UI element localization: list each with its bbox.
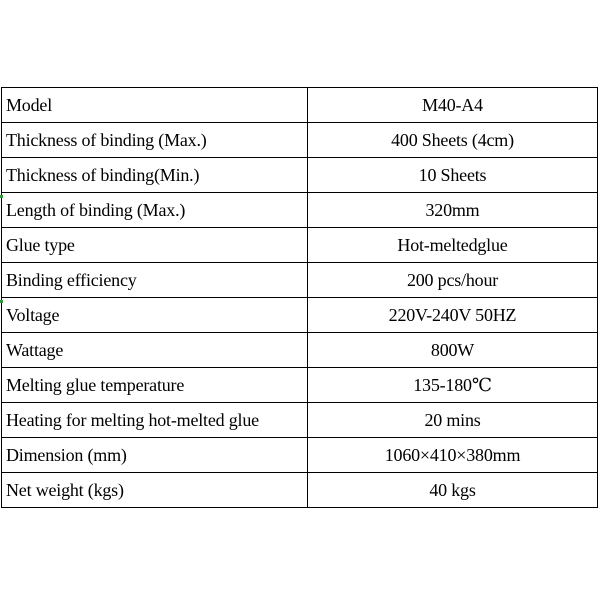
- spec-label: Model: [2, 88, 308, 123]
- spec-value: M40-A4: [308, 88, 598, 123]
- spec-value: 220V-240V 50HZ: [308, 298, 598, 333]
- spec-label: Dimension (mm): [2, 438, 308, 473]
- spec-value: 135-180℃: [308, 368, 598, 403]
- spec-value: 400 Sheets (4cm): [308, 123, 598, 158]
- table-row: [2, 438, 598, 473]
- spec-value: 40 kgs: [308, 473, 598, 508]
- spec-value: 320mm: [308, 193, 598, 228]
- cell-marker: [0, 300, 3, 303]
- spec-label: Net weight (kgs): [2, 473, 308, 508]
- spec-label: Thickness of binding (Max.): [2, 123, 308, 158]
- spec-label: Glue type: [2, 228, 308, 263]
- spec-table: [1, 87, 598, 508]
- spec-value: 200 pcs/hour: [308, 263, 598, 298]
- spec-value: 800W: [308, 333, 598, 368]
- table-row: [2, 193, 598, 228]
- spec-label: Voltage: [2, 298, 308, 333]
- spec-label: Wattage: [2, 333, 308, 368]
- cell-marker: [0, 195, 3, 198]
- spec-label: Thickness of binding(Min.): [2, 158, 308, 193]
- spec-value: 1060×410×380mm: [308, 438, 598, 473]
- table-row: [2, 403, 598, 438]
- spec-value: Hot-meltedglue: [308, 228, 598, 263]
- spec-label: Length of binding (Max.): [2, 193, 308, 228]
- table-row: [2, 333, 598, 368]
- table-row: [2, 123, 598, 158]
- spec-value: 20 mins: [308, 403, 598, 438]
- table-row: [2, 88, 598, 123]
- spec-label: Heating for melting hot-melted glue: [2, 403, 308, 438]
- table-row: [2, 298, 598, 333]
- spec-label: Melting glue temperature: [2, 368, 308, 403]
- spec-label: Binding efficiency: [2, 263, 308, 298]
- table-row: [2, 368, 598, 403]
- table-row: [2, 473, 598, 508]
- table-row: [2, 228, 598, 263]
- table-row: [2, 263, 598, 298]
- table-row: [2, 158, 598, 193]
- spec-value: 10 Sheets: [308, 158, 598, 193]
